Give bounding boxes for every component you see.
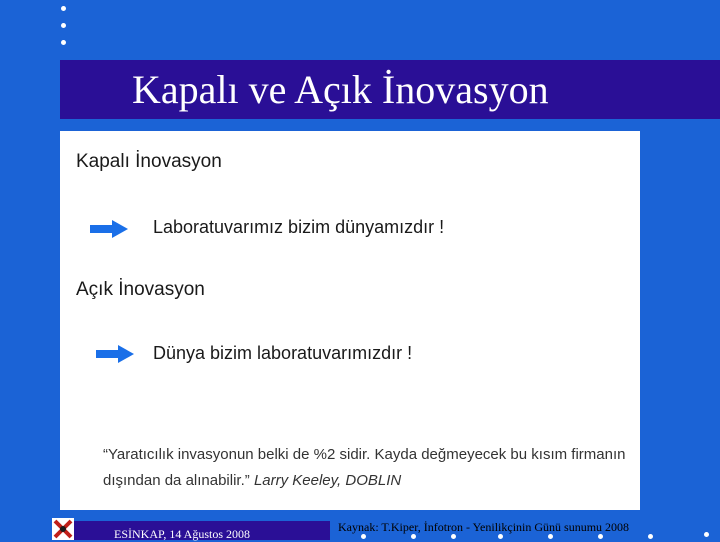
footer-event: ESİNKAP, 14 Ağustos 2008 [114, 527, 251, 541]
dot-icon [498, 534, 503, 539]
slide-title: Kapalı ve Açık İnovasyon [132, 67, 549, 112]
dot-icon [61, 23, 66, 28]
closed-innovation-statement: Laboratuvarımız bizim dünyamızdır ! [153, 217, 445, 237]
open-innovation-statement: Dünya bizim laboratuvarımızdır ! [153, 343, 413, 363]
arrow-right-icon [96, 345, 134, 363]
content-panel [60, 131, 640, 510]
dot-icon [548, 534, 553, 539]
organization-logo-icon [52, 518, 74, 540]
dot-icon [61, 6, 66, 11]
quote-author: Larry Keeley, DOBLIN [253, 472, 402, 489]
quote-text: “Yaratıcılık invasyonun belki de %2 sidir. Kayda değmeyecek bu kısım firmanın dışından da alınabilir.” [103, 446, 626, 489]
dot-icon [648, 534, 653, 539]
arrow-right-icon [90, 220, 128, 238]
dot-icon [61, 40, 66, 45]
dot-icon [411, 534, 416, 539]
footer-source: Kaynak: T.Kiper, İnfotron - Yenilikçinin Günü sunumu 2008 [338, 520, 630, 534]
dot-icon [704, 532, 709, 537]
quote-block [103, 442, 633, 494]
footer-left-box [74, 521, 330, 540]
closed-innovation-heading: Kapalı İnovasyon [76, 151, 222, 172]
open-innovation-heading: Açık İnovasyon [76, 279, 205, 300]
dot-icon [598, 534, 603, 539]
title-band [60, 60, 720, 119]
dot-icon [361, 534, 366, 539]
dot-icon [451, 534, 456, 539]
